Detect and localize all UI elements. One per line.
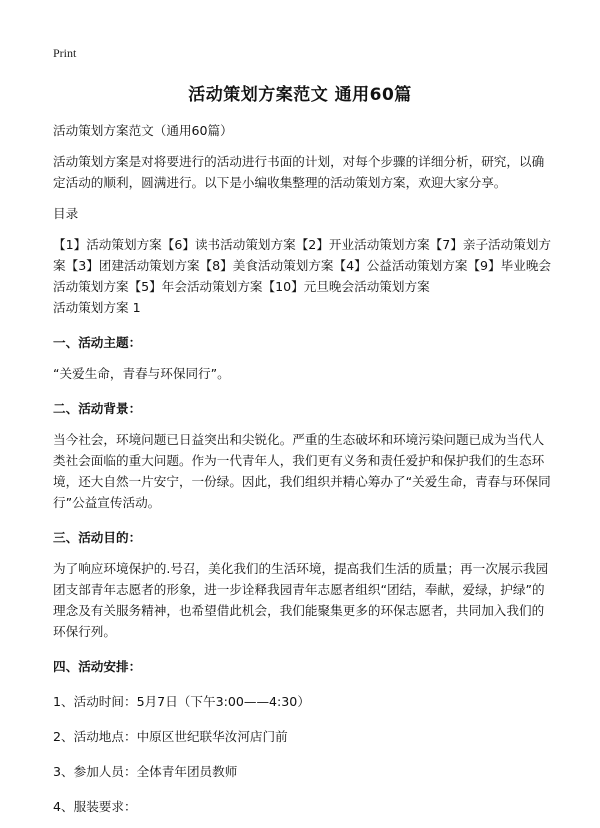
section-body-purpose: 为了响应环境保护的.号召，美化我们的生活环境，提高我们生活的质量；再一次展示我园团支部青年志愿者的形象，进一步诠释我园青年志愿者组织“团结，奉献，爱绿，护绿”的理念及有关服务精神，也希望借此机会，我们能聚集更多的环保志愿者，共同加入我们的环保行列。	[53, 561, 549, 639]
print-label: Print	[53, 46, 77, 60]
toc-list: 【1】活动策划方案【6】读书活动策划方案【2】开业活动策划方案【7】亲子活动策划方案【3】团建活动策划方案【8】美食活动策划方案【4】公益活动策划方案【9】毕业晚会活动策划方案【5】年会活动策划方案【10】元旦晚会活动策划方案	[53, 237, 552, 294]
section-body-background: 当今社会，环境问题已日益突出和尖锐化。严重的生态破坏和环境污染问题已成为当代人类社会面临的重大问题。作为一代青年人，我们更有义务和责任爱护和保护我们的生态环境，还大自然一片安宁，一份绿。因此，我们组织并精心筹办了“关爱生命，青春与环保同行”公益宣传活动。	[53, 432, 551, 510]
schedule-item: 3、参加人员：全体青年团员教师	[53, 764, 238, 779]
schedule-item: 4、服装要求：	[53, 799, 137, 814]
section-heading-theme: 一、活动主题：	[53, 335, 142, 350]
document-title: 活动策划方案范文 通用60篇	[188, 85, 412, 105]
document-content	[53, 120, 553, 817]
section-name: 活动策划方案 1	[53, 300, 141, 315]
toc-label: 目录	[53, 206, 79, 221]
section-heading-purpose: 三、活动目的：	[53, 530, 142, 545]
intro-paragraph: 活动策划方案是对将要进行的活动进行书面的计划，对每个步骤的详细分析，研究，以确定活动的顺利，圆满进行。以下是小编收集整理的活动策划方案，欢迎大家分享。	[53, 154, 545, 190]
section-body-theme: “关爱生命，青春与环保同行”。	[53, 366, 230, 381]
schedule-item: 1、活动时间：5月7日（下午3:00——4:30）	[53, 694, 310, 709]
document-subtitle: 活动策划方案范文（通用60篇）	[53, 123, 233, 138]
section-heading-background: 二、活动背景：	[53, 401, 142, 416]
schedule-item: 2、活动地点：中原区世纪联华汝河店门前	[53, 729, 288, 744]
section-heading-arrangement: 四、活动安排：	[53, 659, 142, 674]
